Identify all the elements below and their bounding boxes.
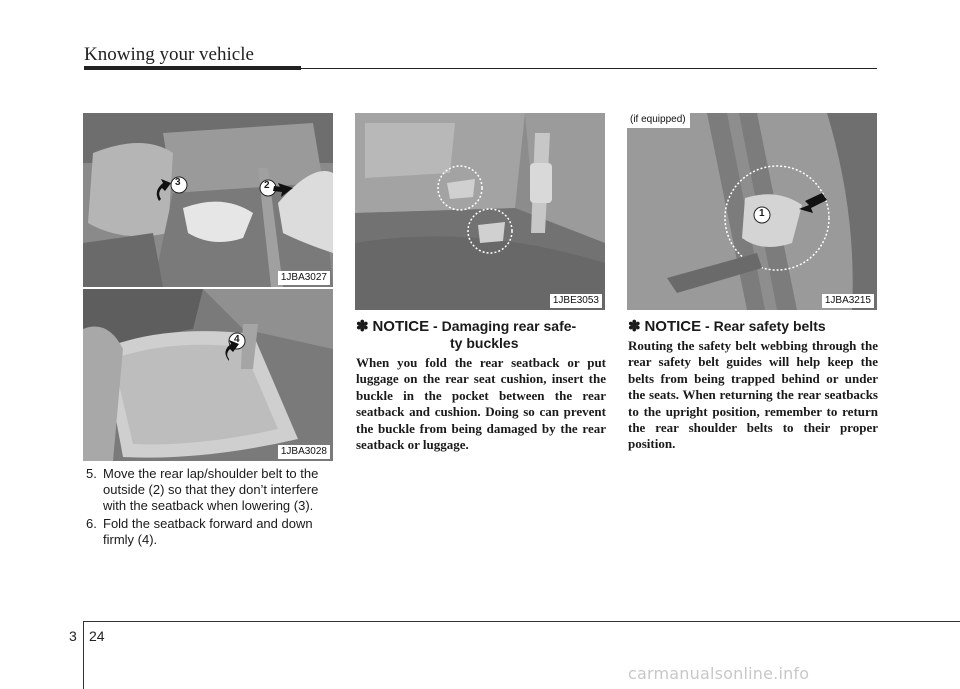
notice-title: - Rear safety belts (705, 318, 826, 334)
figure-code: 1JBA3027 (278, 271, 330, 285)
figure-belt-guide (627, 113, 877, 310)
figure-code: 1JBA3028 (278, 445, 330, 459)
instruction-steps (86, 466, 336, 550)
step-number: 5. (86, 466, 97, 481)
footer-rule (83, 621, 960, 622)
figure-buckle-pocket (355, 113, 605, 310)
section-title: Knowing your vehicle (84, 44, 254, 65)
buckle-pocket-illustration (355, 113, 605, 310)
step-text: Fold the seatback forward and down firmly (4). (103, 516, 313, 547)
if-equipped-note: (if equipped) (627, 113, 690, 128)
header-rule-thick (84, 66, 301, 70)
notice-rear-safety-belts (628, 318, 878, 453)
callout-4: 4 (234, 334, 240, 345)
watermark: carmanualsonline.info (628, 664, 810, 683)
notice-label: NOTICE (372, 318, 430, 335)
notice-body: When you fold the rear seatback or put luggage on the rear seat cushion, insert the buckle in the pocket between the rear seatback and cushion. Doing so can prevent the buckle from being damaged by the rear seatback or luggage. (356, 355, 606, 453)
page-number: 24 (89, 628, 105, 644)
step-item (86, 466, 336, 514)
callout-3: 3 (175, 177, 181, 188)
belt-guide-illustration (627, 113, 877, 310)
footer-divider (83, 621, 84, 689)
step-number: 6. (86, 516, 97, 531)
notice-label: NOTICE (644, 318, 702, 335)
figure-seatback-belt (83, 113, 333, 287)
notice-symbol: ✽ (356, 318, 369, 335)
seatback-belt-illustration (83, 113, 333, 287)
figure-folded-seatback (83, 289, 333, 461)
header-rule-thin (301, 68, 877, 69)
callout-2: 2 (264, 180, 270, 191)
notice-symbol: ✽ (628, 318, 641, 335)
step-text: Move the rear lap/shoulder belt to the outside (2) so that they don’t interfere with the seatback when lowering (3). (103, 466, 319, 513)
callout-1: 1 (759, 208, 765, 219)
step-item (86, 516, 336, 548)
notice-title: - Damaging rear safe- (433, 318, 577, 334)
folded-seatback-illustration (83, 289, 333, 461)
figure-code: 1JBE3053 (550, 294, 602, 308)
notice-heading (628, 318, 878, 335)
notice-body: Routing the safety belt webbing through the rear safety belt guides will help keep the belts from being trapped behind or under the seats. When returning the rear seatbacks to the upright position, remember to return the rear shoulder belts to their proper position. (628, 338, 878, 452)
figure-code: 1JBA3215 (822, 294, 874, 308)
notice-heading (356, 318, 606, 352)
notice-damaging-buckles (356, 318, 606, 453)
notice-title-cont: ty buckles (450, 335, 519, 351)
chapter-number: 3 (69, 628, 77, 644)
